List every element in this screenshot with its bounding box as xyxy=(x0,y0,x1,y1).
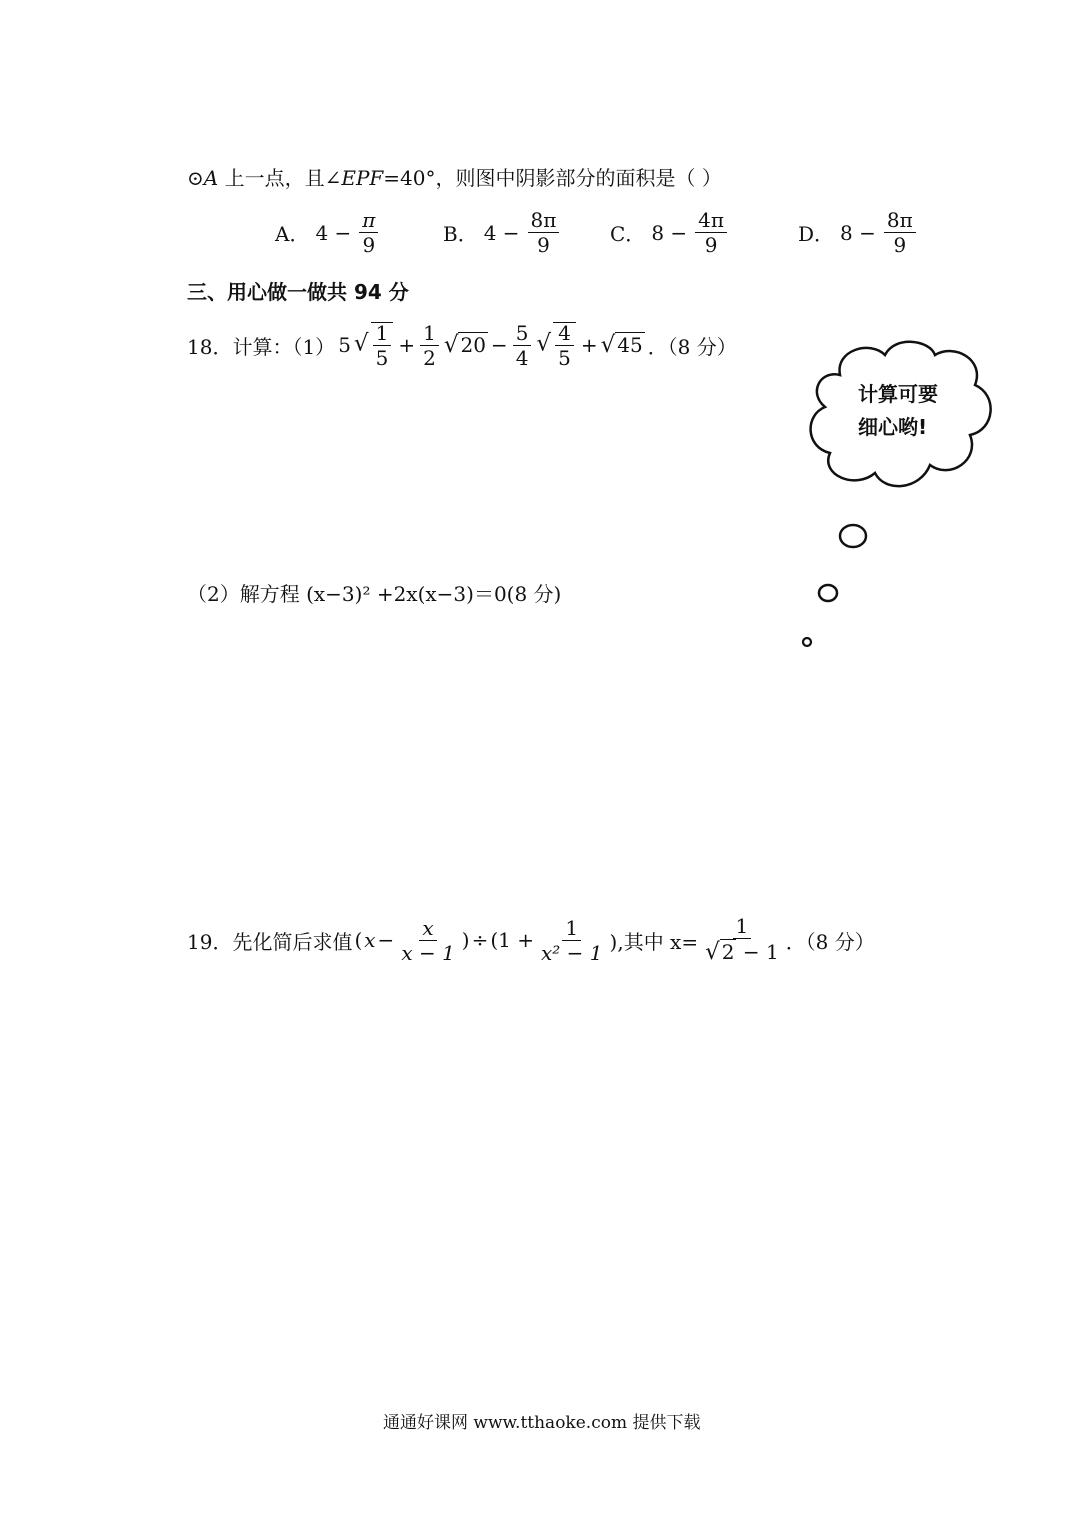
fraction-numerator: 8π xyxy=(884,210,916,233)
denominator-tail: − 1 xyxy=(736,940,779,964)
section-title: 三、用心做一做共 94 分 xyxy=(187,280,409,304)
q17-continuation xyxy=(187,162,722,191)
option-label: B． xyxy=(443,222,478,246)
option-label: A． xyxy=(275,222,310,246)
paren-open: ( xyxy=(354,928,363,952)
fraction-numerator: π xyxy=(359,210,378,233)
option-fraction xyxy=(884,210,916,255)
plus-sign: + xyxy=(580,333,598,357)
q17-text-part2: =40°，则图中阴影部分的面积是（ ） xyxy=(383,166,722,190)
option-lead: 4 − xyxy=(483,220,520,245)
fraction-denominator: 9 xyxy=(893,233,907,257)
option-lead: 4 − xyxy=(315,220,352,245)
fraction-numerator: x xyxy=(419,918,436,941)
q19 xyxy=(187,916,875,964)
coefficient: 5 xyxy=(338,333,351,357)
paren-open-one-plus: (1 + xyxy=(490,928,535,952)
fraction-denominator: 9 xyxy=(704,233,718,257)
radical-45: √ 45 xyxy=(600,332,643,358)
bubble-line-1: 计算可要 xyxy=(858,382,938,406)
fraction-x-over-x-minus-1 xyxy=(398,915,457,965)
radicand: 45 xyxy=(617,333,643,357)
angle-variable: EPF xyxy=(341,166,384,190)
fraction-one-over-x2-minus-1 xyxy=(538,915,606,965)
q18-label: 18．计算：（1） xyxy=(187,334,336,359)
circle-symbol: ⊙ xyxy=(187,166,204,190)
option-fraction xyxy=(359,210,378,255)
variable-x: x xyxy=(364,928,376,952)
radicand: 20 xyxy=(460,333,486,357)
five-quarters-fraction xyxy=(513,320,532,370)
radical-fraction-2: √ $\frac{4}{5}$ xyxy=(536,322,577,368)
q17-option-d xyxy=(798,210,918,255)
divide-sign: ÷ xyxy=(471,928,489,952)
where-x-equals: ),其中 x= xyxy=(609,929,699,954)
q19-label: 19．先化简后求值 xyxy=(187,929,353,954)
footer-text: 通通好课网 www.tthaoke.com 提供下载 xyxy=(383,1413,701,1433)
fraction-numerator: 1 xyxy=(733,916,752,939)
option-fraction xyxy=(528,210,560,255)
fraction-numerator: 1 xyxy=(562,918,581,941)
fraction-one-over-root2-minus-1: $\frac{1}{√ 2 - 1}$ xyxy=(705,914,779,965)
fraction-denominator: x − 1 xyxy=(401,940,455,965)
q17-option-b xyxy=(443,210,561,255)
minus-sign: − xyxy=(377,928,395,952)
fraction-numerator: 4π xyxy=(695,210,727,233)
fraction-denominator: 2 xyxy=(423,345,436,370)
half-fraction xyxy=(420,320,439,370)
fraction-numerator: 8π xyxy=(528,210,560,233)
option-label: D． xyxy=(798,222,835,246)
fraction-numerator: 1 xyxy=(420,323,439,346)
q18-part1 xyxy=(187,322,737,368)
fraction-denominator: 5 xyxy=(375,346,389,370)
fraction-numerator: 4 xyxy=(555,323,574,346)
q17-option-c xyxy=(610,210,729,255)
paren-close: ) xyxy=(461,928,470,952)
radicand: 2 xyxy=(721,940,735,964)
minus-sign: − xyxy=(490,333,508,357)
q17-option-a xyxy=(275,210,380,255)
circle-variable: A xyxy=(203,166,219,190)
q19-points: ．（8 分） xyxy=(785,929,875,954)
option-lead: 8 − xyxy=(651,220,688,245)
fraction-denominator: 5 xyxy=(558,346,571,370)
fraction-denominator: 4 xyxy=(515,345,529,370)
fraction-denominator: 9 xyxy=(362,233,376,257)
bubble-line-2: 细心哟! xyxy=(858,415,928,439)
bubble-text xyxy=(858,378,938,444)
option-label: C． xyxy=(610,222,646,246)
q18-part2: （2）解方程 (x−3)² +2x(x−3)＝0(8 分) xyxy=(187,582,562,606)
option-fraction xyxy=(695,210,727,255)
fraction-denominator: 9 xyxy=(537,233,550,257)
fraction-denominator: x² − 1 xyxy=(541,940,603,965)
plus-sign: + xyxy=(398,333,416,357)
q17-text-part1: 上一点，且∠ xyxy=(218,166,342,190)
option-lead: 8 − xyxy=(840,220,876,245)
q18-points: ．（8 分） xyxy=(647,334,737,359)
fraction-numerator: 5 xyxy=(513,323,532,346)
fraction-numerator: 1 xyxy=(373,323,392,346)
radical-20: √ 20 xyxy=(443,332,486,358)
radical-fraction-1: √ $\frac{1}{5}$ xyxy=(354,322,395,368)
